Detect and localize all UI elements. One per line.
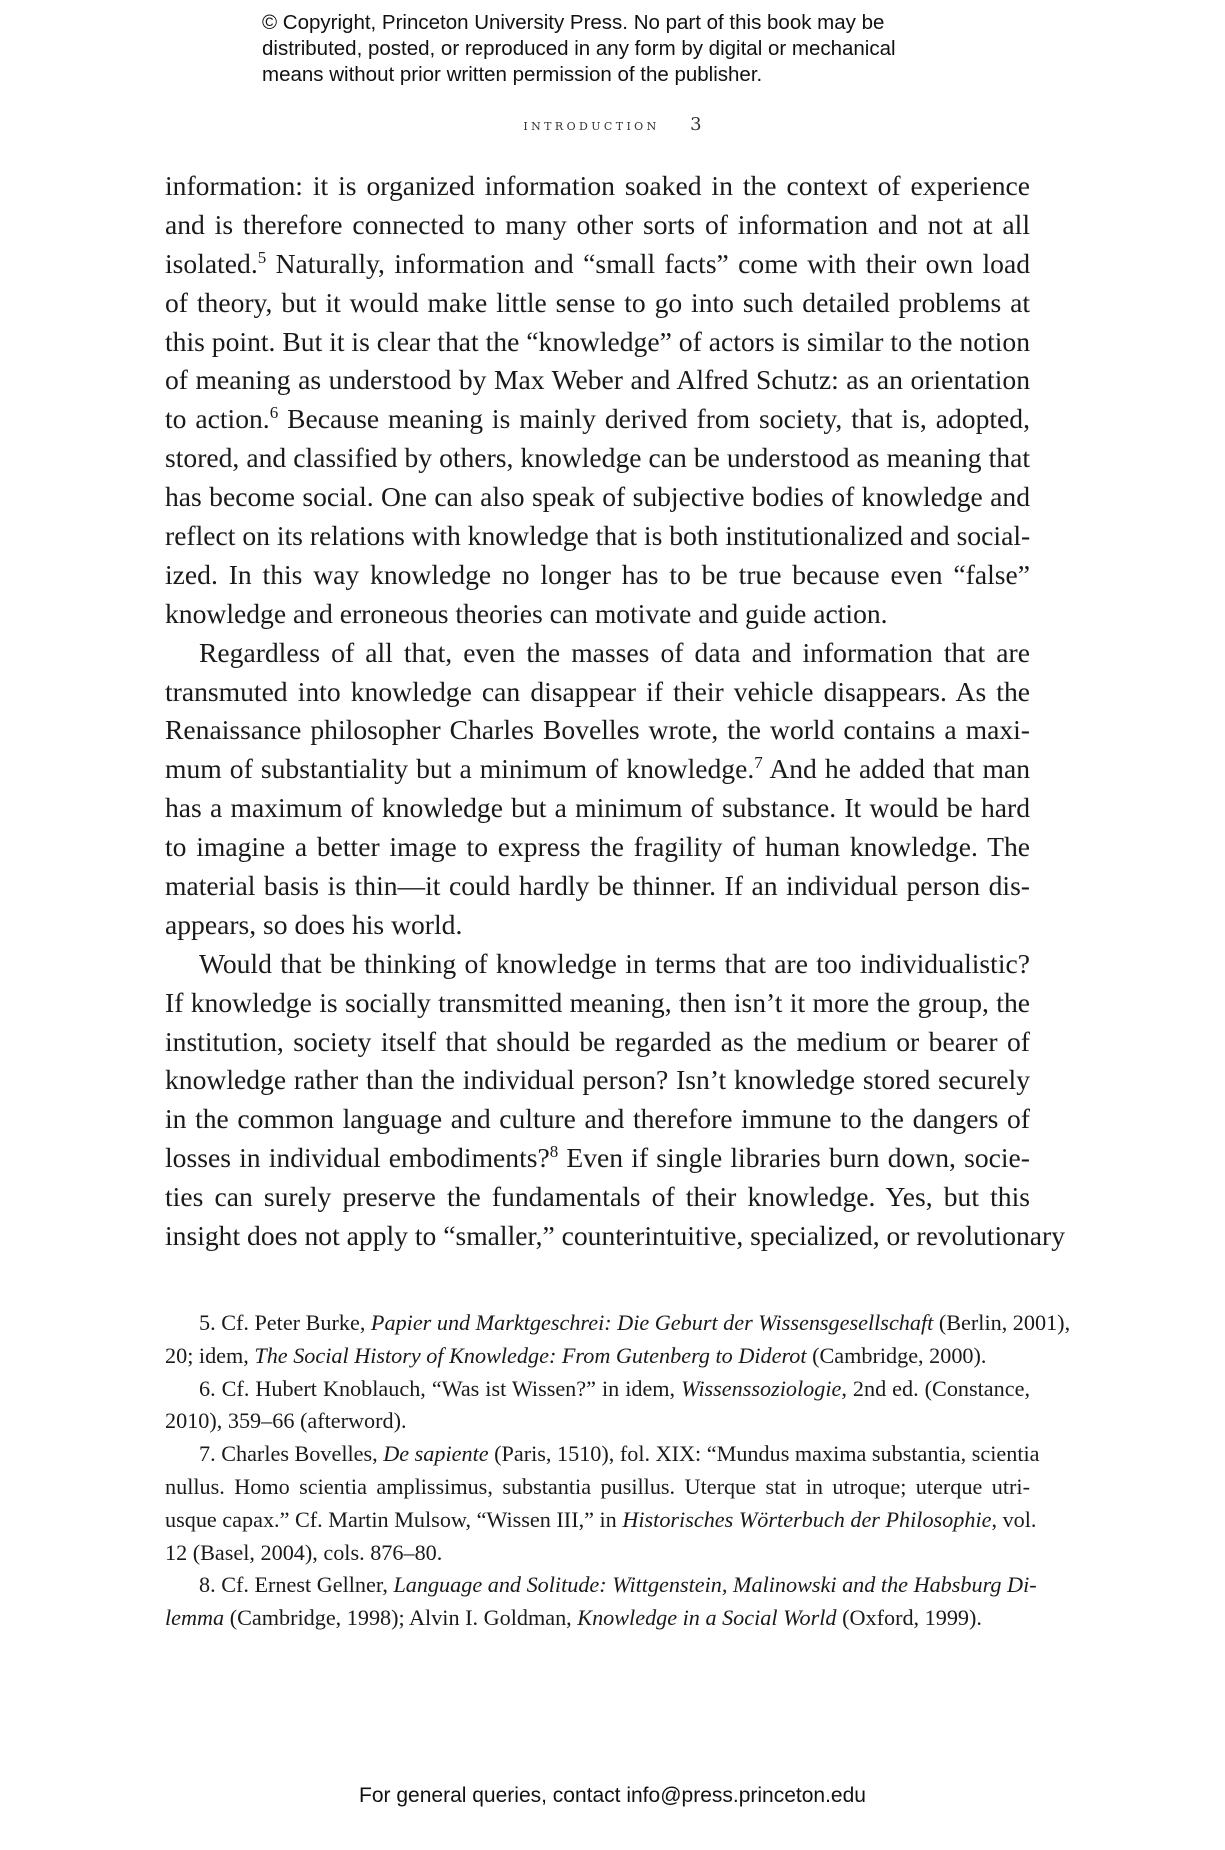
text-line: Regardless of all that, even the masses of data and information that are xyxy=(199,636,1030,668)
text-line xyxy=(165,400,1030,439)
text-line: information: it is organized information soaked in the context of experience xyxy=(165,170,1030,201)
text-line: and is therefore connected to many other sorts of information and not at all xyxy=(165,208,1030,240)
text-line: has a maximum of knowledge but a minimum of substance. It would be hard xyxy=(165,792,1030,824)
text-line: of meaning as understood by Max Weber and Alfred Schutz: as an orientation xyxy=(165,364,1030,396)
text-line: Would that be thinking of knowledge in terms that are too individualistic? xyxy=(199,947,1030,979)
running-head xyxy=(0,114,1225,135)
text-line: reflect on its relations with knowledge that is both institutionalized and social- xyxy=(165,520,1031,552)
footnote-title: Historisches Wörterbuch der Philosophie xyxy=(622,1506,992,1532)
footnote-title: Language and Solitude: Wittgenstein, Malinowski and the Habsburg Di- xyxy=(393,1572,1037,1598)
text-line: this point. But it is clear that the “knowledge” of actors is similar to the notion xyxy=(165,325,1030,357)
text-line: in the common language and culture and therefore immune to the dangers of xyxy=(165,1103,1030,1135)
text-line: If knowledge is socially transmitted meaning, then isn’t it more the group, the xyxy=(165,986,1030,1018)
footnote-line xyxy=(165,1504,1037,1537)
footnote-title: Papier und Marktgeschrei: Die Geburt der Wissensgesellschaft xyxy=(370,1310,934,1335)
text-line: institution, society itself that should be regarded as the medium or bearer of xyxy=(165,1025,1030,1057)
body-text xyxy=(165,167,1066,1256)
text-segment: losses in individual embodiments? xyxy=(165,1142,550,1174)
text-line: Renaissance philosopher Charles Bovelles wrote, the world contains a maxi- xyxy=(165,714,1030,746)
text-segment: to action. xyxy=(165,403,270,435)
footer-contact: For general queries, contact info@press.princeton.edu xyxy=(359,1784,866,1807)
footnote-segment: (Paris, 1510), fol. XIX: “Mundus maxima substantia, scientia xyxy=(488,1441,1040,1467)
copyright-line: means without prior written permission of the publisher. xyxy=(262,63,763,86)
copyright-notice xyxy=(262,10,1022,88)
footnote-segment: usque capax.” Cf. Martin Mulsow, “Wissen III,” in xyxy=(165,1506,623,1532)
text-segment: And he added that man xyxy=(762,753,1030,785)
text-line xyxy=(165,750,1030,789)
text-line: of theory, but it would make little sense to go into such detailed problems at xyxy=(165,286,1030,318)
text-line: knowledge and erroneous theories can motivate and guide action. xyxy=(165,597,888,629)
footnote-segment: (Cambridge, 2000). xyxy=(806,1342,987,1368)
text-line: insight does not apply to “smaller,” counterintuitive, specialized, or revolutionary xyxy=(165,1220,1066,1252)
footnote-ref-6[interactable]: 6 xyxy=(269,403,279,423)
page-number: 3 xyxy=(690,114,702,135)
text-segment: mum of substantiality but a minimum of knowledge. xyxy=(165,753,755,785)
footnote-8 xyxy=(165,1569,1037,1635)
footnote-title: Knowledge in a Social World xyxy=(577,1605,837,1631)
footnote-line: 2010), 359–66 (afterword). xyxy=(165,1408,407,1434)
text-segment: Because meaning is mainly derived from society, that is, adopted, xyxy=(278,403,1031,435)
footnote-segment: 8. Cf. Ernest Gellner, xyxy=(199,1572,394,1598)
footnote-segment: , vol. xyxy=(991,1506,1037,1532)
text-segment: isolated. xyxy=(165,247,258,279)
footnote-segment: , 2nd ed. (Constance, xyxy=(841,1375,1030,1401)
footnote-ref-7[interactable]: 7 xyxy=(754,753,763,773)
footnote-title: De sapiente xyxy=(383,1441,489,1467)
text-line: stored, and classified by others, knowledge can be understood as meaning that xyxy=(165,442,1030,474)
footnote-7 xyxy=(165,1438,1040,1569)
footnote-ref-8[interactable]: 8 xyxy=(549,1142,559,1162)
footnote-segment: 7. Charles Bovelles, xyxy=(199,1441,384,1467)
footnote-line xyxy=(165,1569,1037,1602)
text-segment: Even if single libraries burn down, socie- xyxy=(558,1142,1030,1174)
footnote-segment: 20; idem, xyxy=(165,1342,255,1368)
text-line xyxy=(165,245,1030,284)
running-head-title: introduction xyxy=(523,115,660,134)
footnote-5 xyxy=(165,1307,1071,1373)
footnote-title: Wissenssoziologie xyxy=(681,1375,842,1401)
footnote-segment: 5. Cf. Peter Burke, xyxy=(199,1310,371,1335)
text-line: material basis is thin—it could hardly be thinner. If an individual person dis- xyxy=(165,870,1030,902)
text-line: has become social. One can also speak of subjective bodies of knowledge and xyxy=(165,481,1030,513)
copyright-line: distributed, posted, or reproduced in any form by digital or mechanical xyxy=(262,37,896,60)
footnote-segment: 6. Cf. Hubert Knoblauch, “Was ist Wissen?” in idem, xyxy=(199,1375,682,1401)
footnote-title: The Social History of Knowledge: From Gutenberg to Diderot xyxy=(254,1342,807,1368)
footnote-line xyxy=(165,1438,1040,1471)
footnotes xyxy=(165,1307,1071,1635)
footnote-segment: (Cambridge, 1998); Alvin I. Goldman, xyxy=(224,1605,578,1631)
footnote-line xyxy=(165,1602,1030,1635)
text-line xyxy=(165,1139,1030,1178)
text-line: transmuted into knowledge can disappear if their vehicle disappears. As the xyxy=(165,675,1030,707)
footnote-line: 12 (Basel, 2004), cols. 876–80. xyxy=(165,1539,443,1565)
footnote-line xyxy=(165,1340,1030,1373)
text-line: ized. In this way knowledge no longer has to be true because even “false” xyxy=(165,558,1030,590)
text-line: ties can surely preserve the fundamentals of their knowledge. Yes, but this xyxy=(165,1181,1030,1213)
text-segment: Naturally, information and “small facts” come with their own load xyxy=(266,247,1030,279)
text-line: to imagine a better image to express the fragility of human knowledge. The xyxy=(165,831,1030,863)
footnote-line xyxy=(165,1307,1071,1340)
text-line: knowledge rather than the individual person? Isn’t knowledge stored securely xyxy=(165,1064,1030,1096)
footnote-6 xyxy=(165,1373,1030,1439)
footnote-line: nullus. Homo scientia amplissimus, substantia pusillus. Uterque stat in utroque; uterque utri- xyxy=(165,1473,1030,1499)
footnote-segment: (Berlin, 2001), xyxy=(933,1310,1071,1335)
copyright-line: © Copyright, Princeton University Press. No part of this book may be xyxy=(262,11,885,34)
footnote-line xyxy=(165,1373,1030,1406)
footnote-segment: (Oxford, 1999). xyxy=(836,1605,982,1631)
text-line: appears, so does his world. xyxy=(165,908,463,940)
footnote-ref-5[interactable]: 5 xyxy=(257,247,267,267)
footnote-title: lemma xyxy=(165,1605,225,1631)
